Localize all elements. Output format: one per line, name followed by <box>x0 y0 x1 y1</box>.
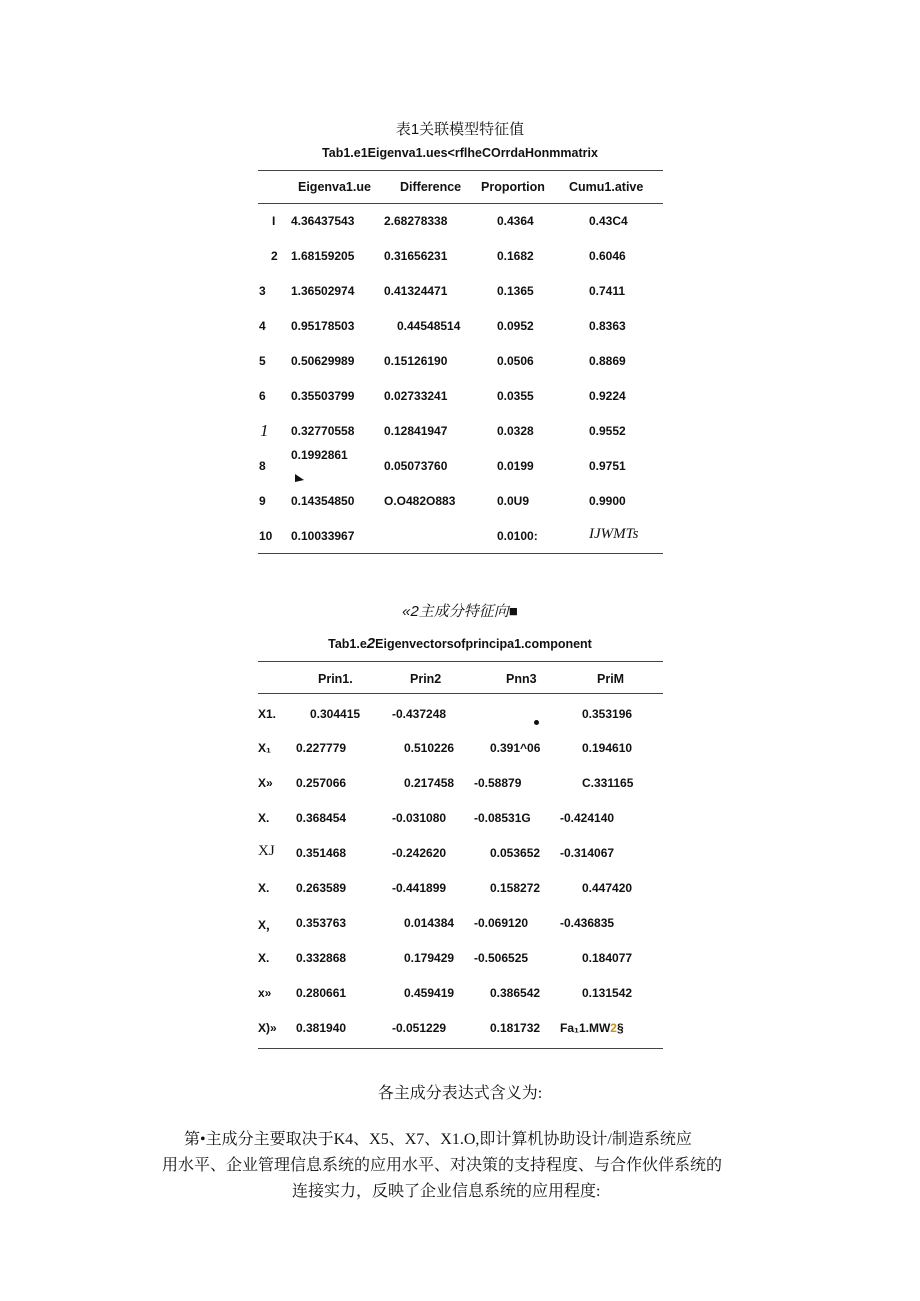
table1-row-index: 3 <box>259 284 266 298</box>
table1-row-index: I <box>272 214 276 228</box>
section-heading: 各主成分表达式含义为: <box>377 1085 543 1102</box>
table2-header-prin1: Prin1. <box>318 672 353 686</box>
table2-cell-prin3: 0.053652 <box>490 846 541 860</box>
table2-cell-prin1: 0.353763 <box>296 916 347 930</box>
table2-cell-prin4: -0.314067 <box>560 846 615 860</box>
table1-header-cumulative: Cumu1.ative <box>569 180 644 194</box>
table1-cell-cumulative: 0.7411 <box>589 284 626 298</box>
table2-row-var: X. <box>258 881 270 895</box>
table2-cell-prin4: 0.194610 <box>582 741 633 755</box>
table1-row-index: 10 <box>259 529 273 543</box>
dot-mark-icon <box>534 720 539 725</box>
table2-cell-prin1: 0.280661 <box>296 986 347 1000</box>
table2-subtitle-post: Eigenvectorsofprincipa1.component <box>375 637 592 651</box>
table2-row-var: X， <box>258 918 279 932</box>
table2-title <box>0 600 920 621</box>
table2-row-var: x» <box>258 986 272 1000</box>
table2-cell-prin2: -0.441899 <box>392 881 447 895</box>
table1-cell-eigenvalue: 4.36437543 <box>291 214 355 228</box>
table1-cell-cumulative: 0.9224 <box>589 389 626 403</box>
table1-cell-difference: 0.31656231 <box>384 249 448 263</box>
table2-subtitle <box>0 635 920 652</box>
table1-cell-eigenvalue: 0.50629989 <box>291 354 355 368</box>
table2-row-var: X. <box>258 811 270 825</box>
table2-row-var: X₁ <box>258 741 271 755</box>
table2-row-var: XJ <box>258 843 275 859</box>
table1-cell-proportion: 0.0100: <box>497 529 538 543</box>
table2-cell-prin1: 0.368454 <box>296 811 347 825</box>
table2-cell-prin1: 0.351468 <box>296 846 347 860</box>
table2-cell-prin1: 0.332868 <box>296 951 347 965</box>
table2-cell-prin4-post: § <box>616 1021 624 1035</box>
table2-cell-prin4: -0.436835 <box>560 916 615 930</box>
table2-row-var: X. <box>258 951 270 965</box>
table1-cell-eigenvalue: 1.36502974 <box>291 284 355 298</box>
table1-top-rule <box>258 170 663 171</box>
table1-title: 表1关联模型特征值 <box>395 121 525 138</box>
table1-row-index: 6 <box>259 389 266 403</box>
table2-title-text: «2主成分特征向■ <box>402 603 518 620</box>
table1-row-index: 2 <box>271 249 278 263</box>
table1-cell-proportion: 0.0U9 <box>497 494 530 508</box>
table2-cell-prin4: C.331165 <box>582 776 634 790</box>
table2-cell-prin3: -0.069120 <box>474 916 529 930</box>
table2-header-prin2: Prin2 <box>410 672 442 686</box>
table2-cell-prin2: -0.437248 <box>392 707 447 721</box>
table2-row-var: X» <box>258 776 273 790</box>
paragraph-line-1: 第•主成分主要取决于K4、X5、X7、X1.O,即计算机协助设计/制造系统应 <box>184 1131 692 1148</box>
table2-cell-prin4: 0.184077 <box>582 951 633 965</box>
table1-cell-cumulative: IJWMTs <box>589 526 639 542</box>
paragraph-line-3: 连接实力，反映了企业信息系统的应用程度: <box>292 1183 601 1200</box>
table1-cell-eigenvalue: 0.14354850 <box>291 494 355 508</box>
table2-top-rule <box>258 661 663 662</box>
table1-cell-cumulative: 0.8363 <box>589 319 626 333</box>
table1-header-proportion: Proportion <box>481 180 545 194</box>
table1-cell-cumulative: 0.9552 <box>589 424 626 438</box>
table1-bottom-rule <box>258 553 663 554</box>
table1-header-rule <box>258 203 663 204</box>
table1-cell-proportion: 0.1682 <box>497 249 534 263</box>
table1-cell-cumulative: 0.6046 <box>589 249 626 263</box>
table1-cell-proportion: 0.4364 <box>497 214 534 228</box>
paragraph-line-2: 用水平、企业管理信息系统的应用水平、对决策的支持程度、与合作伙伴系统的 <box>162 1157 723 1174</box>
table2-cell-prin3: 0.181732 <box>490 1021 541 1035</box>
table2-cell-prin2: 0.179429 <box>404 951 455 965</box>
table2-cell-prin3: 0.386542 <box>490 986 541 1000</box>
table2-row-var: X)» <box>258 1021 277 1035</box>
table2-cell-prin2: -0.031080 <box>392 811 447 825</box>
table1-cell-difference: 0.02733241 <box>384 389 448 403</box>
table2-subtitle-num: 2 <box>366 635 376 652</box>
table2-cell-prin3: 0.158272 <box>490 881 541 895</box>
table1-cell-proportion: 0.0355 <box>497 389 534 403</box>
table2-cell-prin4-mid: 2 <box>610 1021 617 1035</box>
table2-cell-prin1: 0.227779 <box>296 741 347 755</box>
table2-cell-prin2: 0.014384 <box>404 916 455 930</box>
table1-subtitle: Tab1.e1Eigenva1.ues<rflheCOrrdaHonmmatrix <box>322 146 598 160</box>
table2-subtitle-pre: Tab1.e <box>328 637 367 651</box>
table1-cell-eigenvalue: 0.10033967 <box>291 529 355 543</box>
table2-cell-prin4: -0.424140 <box>560 811 615 825</box>
triangle-mark-icon <box>295 474 304 482</box>
table2-header-prin4: PriM <box>597 672 625 686</box>
table1-row-index: 5 <box>259 354 266 368</box>
table2-cell-prin2: -0.242620 <box>392 846 447 860</box>
table1-cell-proportion: 0.0328 <box>497 424 534 438</box>
table1-cell-cumulative: 0.43C4 <box>589 214 628 228</box>
table1-cell-proportion: 0.0952 <box>497 319 534 333</box>
table1-cell-difference: 2.68278338 <box>384 214 448 228</box>
table2-cell-prin4: 0.131542 <box>582 986 633 1000</box>
table1-cell-difference: 0.41324471 <box>384 284 448 298</box>
table2-cell-prin4: 0.353196 <box>582 707 633 721</box>
table1-cell-eigenvalue: 0.95178503 <box>291 319 355 333</box>
table2-bottom-rule <box>258 1048 663 1049</box>
table1-cell-eigenvalue: 1.68159205 <box>291 249 355 263</box>
table2-cell-prin1: 0.263589 <box>296 881 347 895</box>
table1-row-index: 4 <box>259 319 266 333</box>
table2-cell-prin2: 0.459419 <box>404 986 455 1000</box>
table2-cell-prin3: -0.58879 <box>474 776 522 790</box>
table1-cell-difference: 0.44548514 <box>397 319 461 333</box>
table2-row-var: X1. <box>258 707 277 721</box>
table2-header-rule <box>258 693 663 694</box>
table1-row-index: 9 <box>259 494 266 508</box>
table1-cell-cumulative: 0.9900 <box>589 494 626 508</box>
table1-cell-difference: 0.12841947 <box>384 424 448 438</box>
table1-cell-proportion: 0.0199 <box>497 459 534 473</box>
table1-header-eigenvalue: Eigenva1.ue <box>298 180 371 194</box>
table1-cell-cumulative: 0.8869 <box>589 354 626 368</box>
table1-row-index: 1 <box>260 421 269 440</box>
table1-cell-difference: 0.05073760 <box>384 459 448 473</box>
table1-cell-cumulative: 0.9751 <box>589 459 626 473</box>
table1-cell-proportion: 0.1365 <box>497 284 534 298</box>
table2-cell-prin3: -0.506525 <box>474 951 529 965</box>
table1-cell-eigenvalue: 0.32770558 <box>291 424 355 438</box>
table2-cell-prin3: -0.08531G <box>474 811 531 825</box>
table1-header-difference: Difference <box>400 180 462 194</box>
table1-cell-eigenvalue: 0.1992861 <box>291 448 348 462</box>
table2-cell-prin1: 0.304415 <box>310 707 361 721</box>
table1-cell-difference: 0.15126190 <box>384 354 448 368</box>
table1-cell-difference: O.O482O883 <box>384 494 456 508</box>
table1-cell-eigenvalue: 0.35503799 <box>291 389 355 403</box>
table1-cell-proportion: 0.0506 <box>497 354 534 368</box>
table2-cell-prin2: -0.051229 <box>392 1021 447 1035</box>
table2-cell-prin3: 0.391^06 <box>490 741 541 755</box>
table2-header-prin3: Pnn3 <box>506 672 537 686</box>
table2-cell-prin4 <box>560 1021 624 1035</box>
table2-cell-prin4: 0.447420 <box>582 881 633 895</box>
table2-cell-prin1: 0.257066 <box>296 776 347 790</box>
table2-cell-prin2: 0.217458 <box>404 776 455 790</box>
table2-cell-prin2: 0.510226 <box>404 741 455 755</box>
table2-cell-prin4-pre: Fa₁1.MW <box>560 1021 611 1035</box>
table2-cell-prin1: 0.381940 <box>296 1021 347 1035</box>
table1-row-index: 8 <box>259 459 266 473</box>
